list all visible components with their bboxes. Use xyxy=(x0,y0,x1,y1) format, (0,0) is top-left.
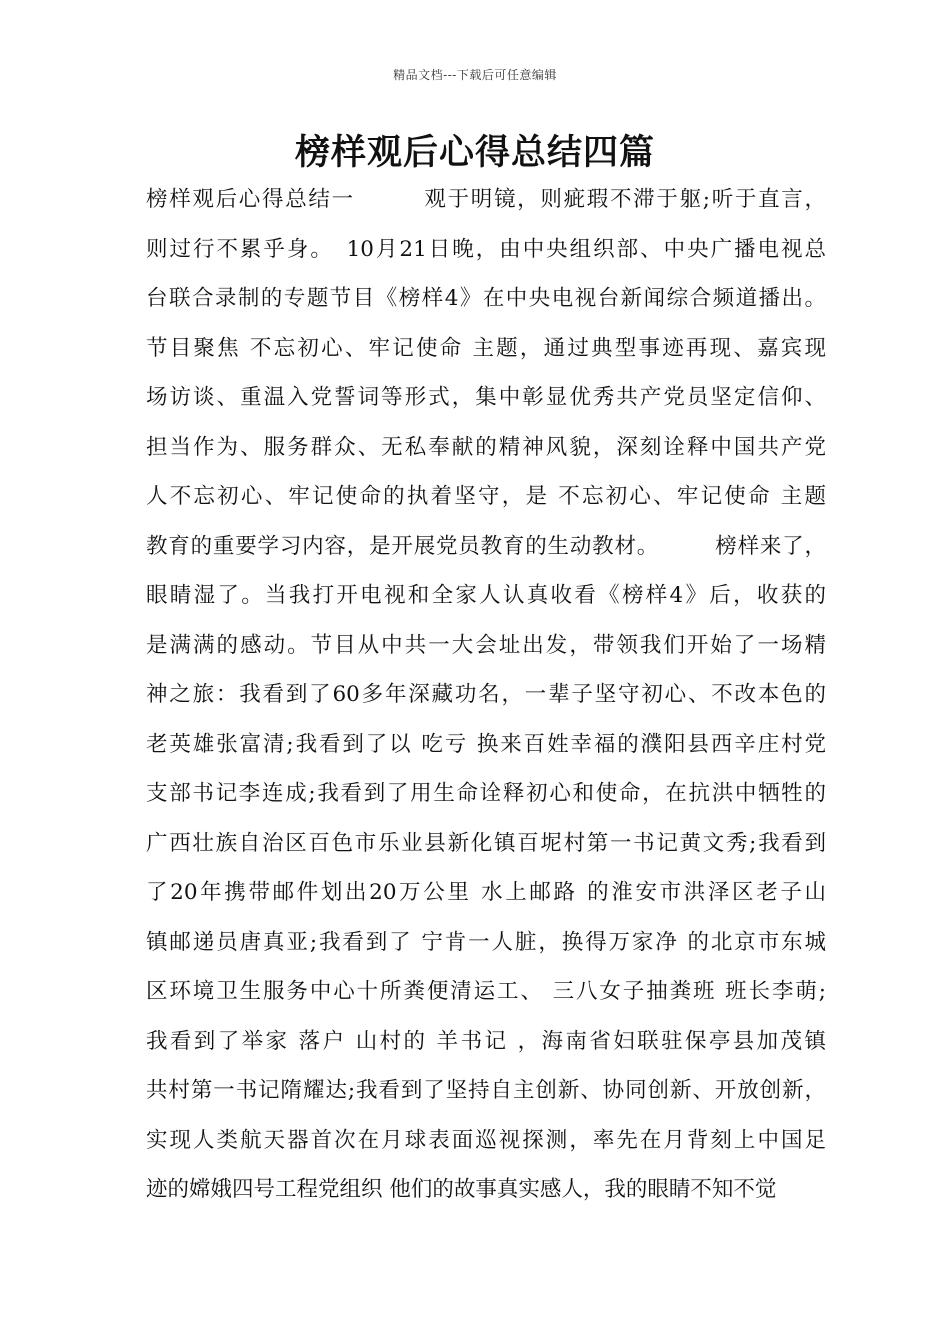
body-line: 节目聚焦 不忘初心、牢记使命 主题，通过典型事迹再现、嘉宾现 xyxy=(146,335,826,361)
body-line: 镇邮递员唐真亚;我看到了 宁肯一人脏，换得万家净 的北京市东城 xyxy=(146,929,826,955)
body-line: 教育的重要学习内容，是开展党员教育的生动教材。 榜样来了， xyxy=(146,533,826,559)
body-line: 则过行不累乎身。 10月21日晚，由中央组织部、中央广播电视总 xyxy=(146,236,826,262)
body-line: 是满满的感动。节目从中共一大会址出发，带领我们开始了一场精 xyxy=(146,632,826,658)
body-line: 支部书记李连成;我看到了用生命诠释初心和使命，在抗洪中牺牲的 xyxy=(146,781,826,806)
body-line: 实现人类航天器首次在月球表面巡视探测，率先在月背刻上中国足 xyxy=(146,1127,826,1153)
body-line: 了20年携带邮件划出20万公里 水上邮路 的淮安市洪泽区老子山 xyxy=(146,880,826,905)
page-header: 精品文档---下载后可任意编辑 xyxy=(393,68,557,82)
body-line: 共村第一书记隋耀达;我看到了坚持自主创新、协同创新、开放创新， xyxy=(146,1078,826,1103)
body-line: 担当作为、服务群众、无私奉献的精神风貌，深刻诠释中国共产党 xyxy=(146,434,826,460)
document-title: 榜样观后心得总结四篇 xyxy=(294,132,655,173)
body-line: 区环境卫生服务中心十所粪便清运工、 三八女子抽粪班 班长李萌; xyxy=(146,979,826,1004)
body-line: 眼睛湿了。当我打开电视和全家人认真收看《榜样4》后，收获的 xyxy=(146,583,826,608)
body-line: 人不忘初心、牢记使命的执着坚守，是 不忘初心、牢记使命 主题 xyxy=(146,484,826,509)
body-line: 场访谈、重温入党誓词等形式，集中彰显优秀共产党员坚定信仰、 xyxy=(146,385,826,410)
body-line: 榜样观后心得总结一 观于明镜，则疵瑕不滞于躯;听于直言， xyxy=(146,187,826,212)
body-line: 神之旅：我看到了60多年深藏功名，一辈子坚守初心、不改本色的 xyxy=(146,682,826,707)
body-line: 广西壮族自治区百色市乐业县新化镇百坭村第一书记黄文秀;我看到 xyxy=(146,830,826,856)
body-line: 我看到了举家 落户 山村的 羊书记 ，海南省妇联驻保亭县加茂镇 xyxy=(146,1028,826,1054)
document-body xyxy=(146,183,826,1223)
body-line: 老英雄张富清;我看到了以 吃亏 换来百姓幸福的濮阳县西辛庄村党 xyxy=(146,731,826,757)
body-line: 迹的嫦娥四号工程党组织 他们的故事真实感人，我的眼睛不知不觉 xyxy=(146,1177,777,1202)
body-line: 台联合录制的专题节目《榜样4》在中央电视台新闻综合频道播出。 xyxy=(146,286,826,311)
